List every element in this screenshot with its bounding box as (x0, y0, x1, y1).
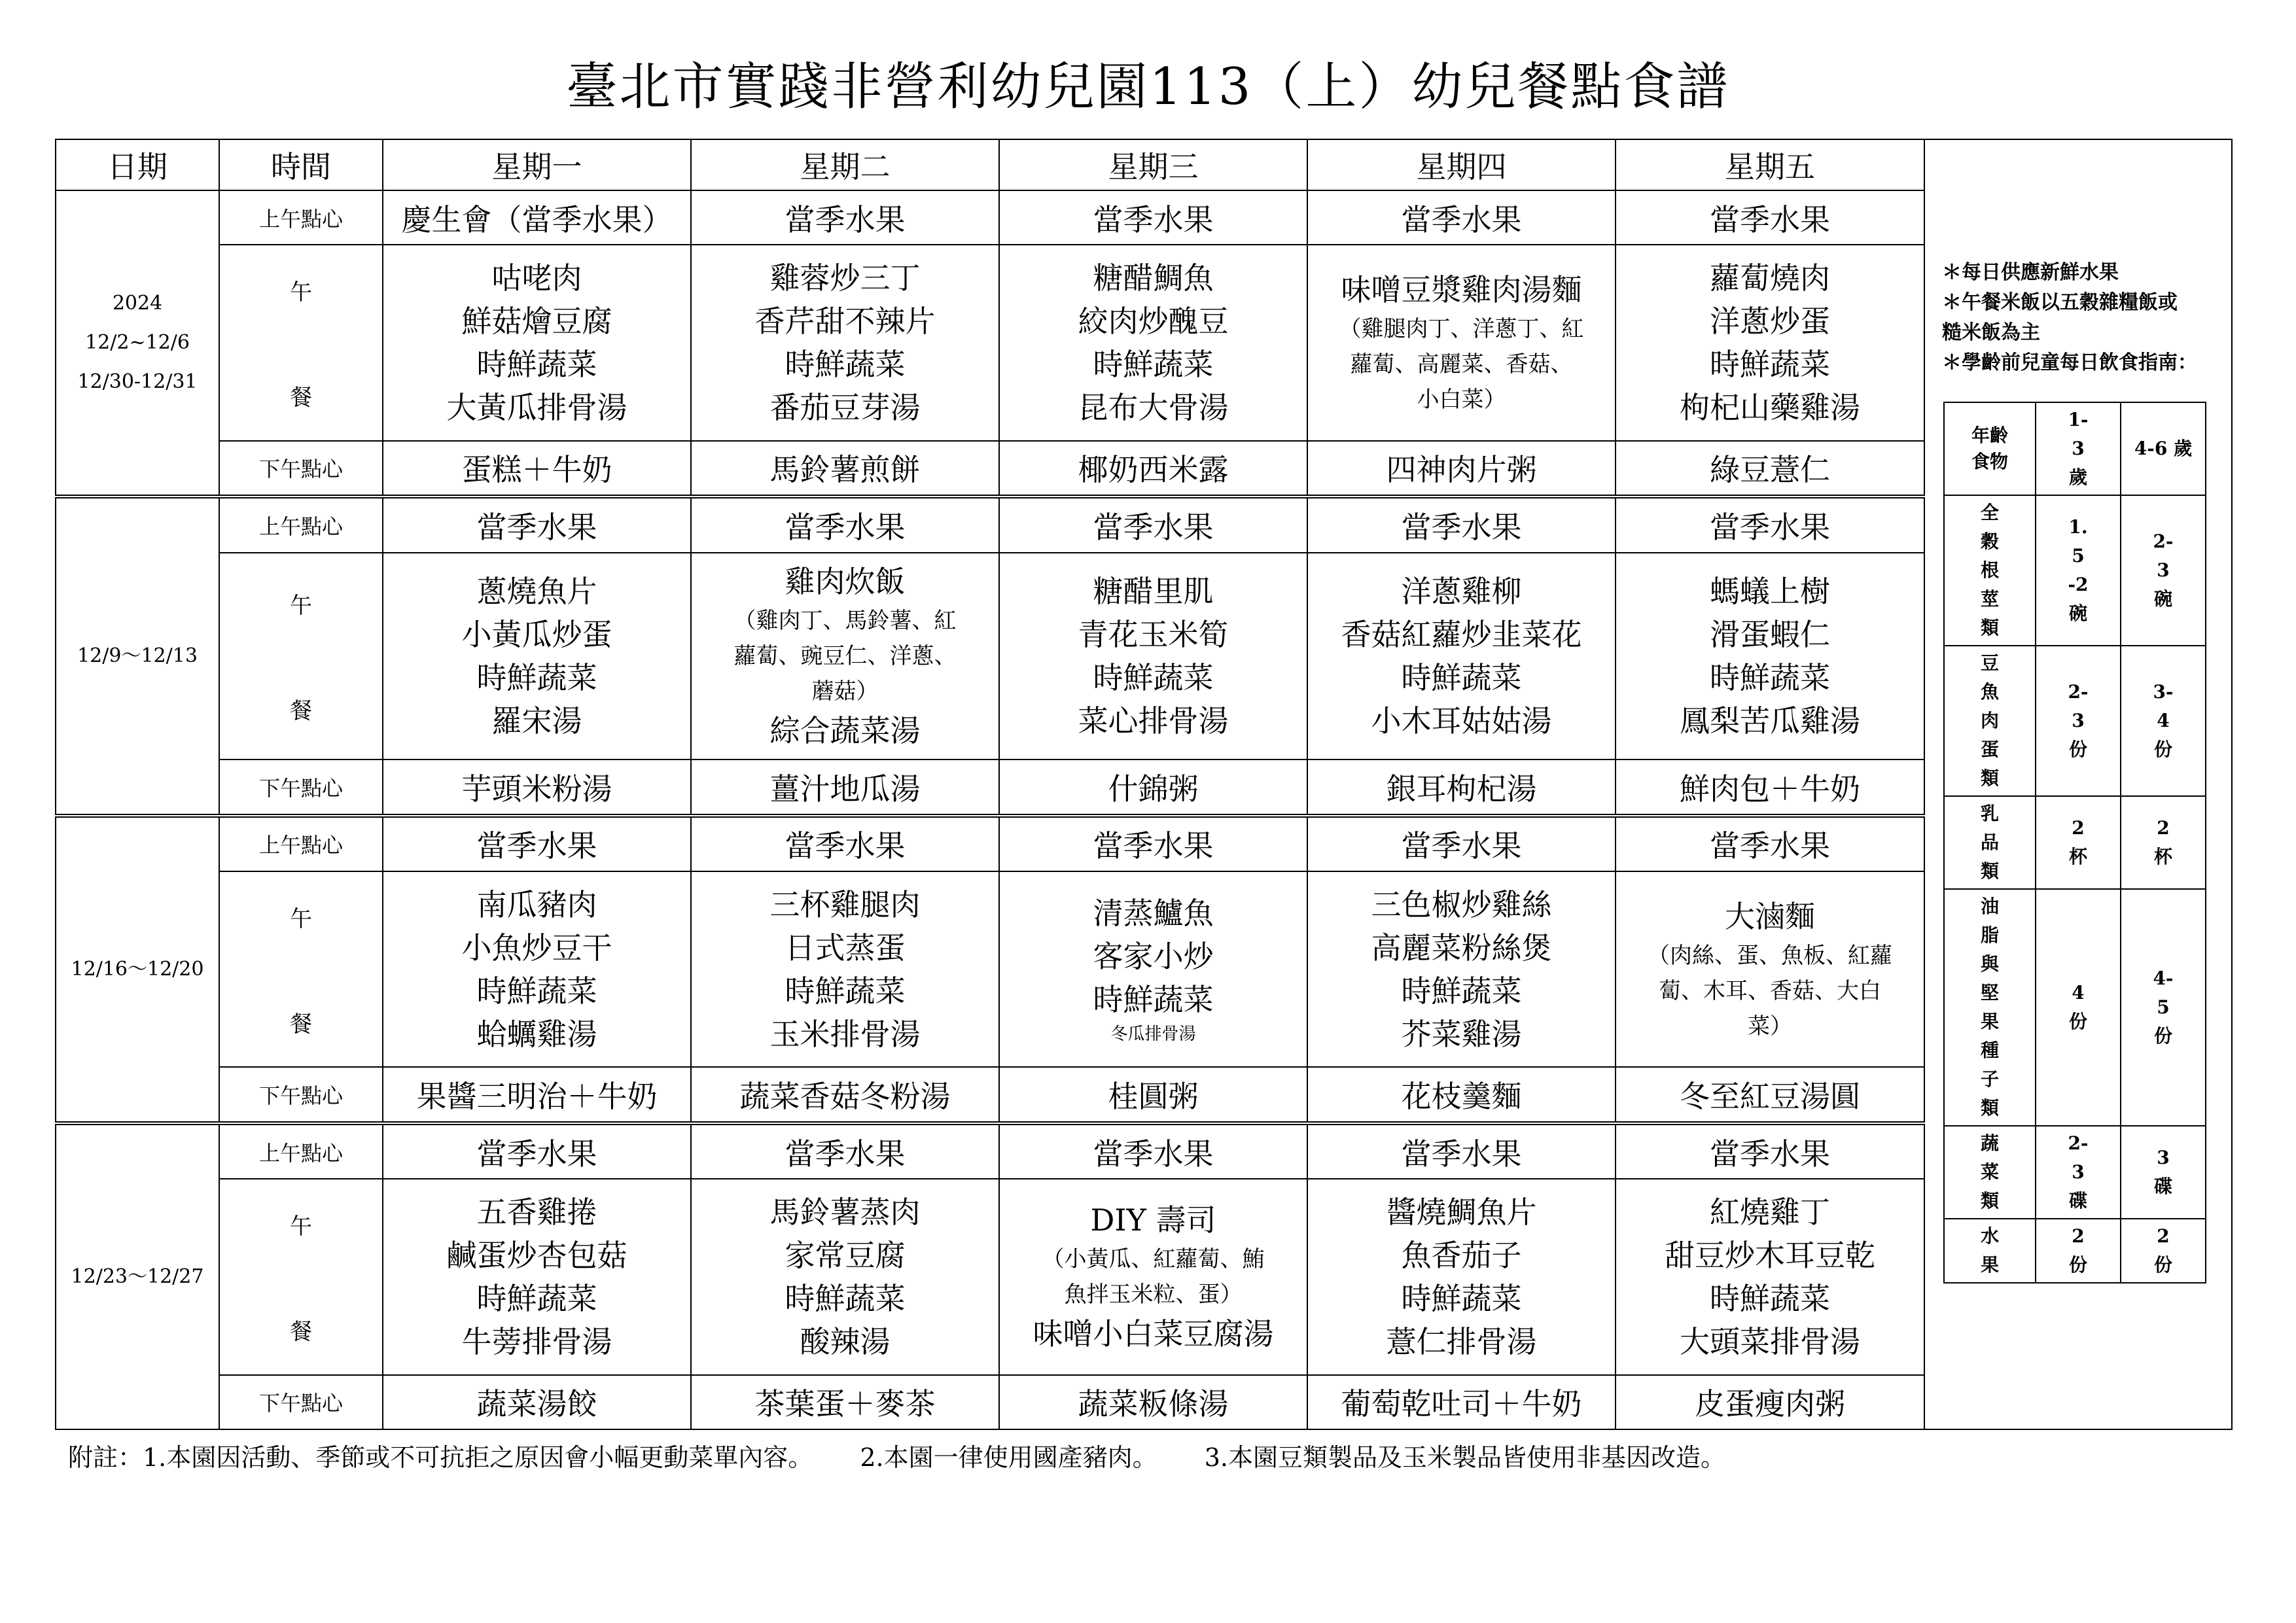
am-snack-friday: 當季水果 (1616, 816, 1924, 872)
lunch-ingredients: （雞腿肉丁、洋蔥丁、紅 (1339, 315, 1584, 342)
lunch-tuesday (691, 871, 999, 1067)
am-snack-monday: 慶生會（當季水果） (383, 190, 691, 245)
lunch-dish: 香芹甜不辣片 (754, 303, 936, 339)
lunch-thursday (1307, 245, 1616, 440)
guide-row (1944, 796, 2206, 889)
guide-category (1944, 646, 2036, 796)
pm-snack-thursday: 四神肉片粥 (1307, 441, 1616, 497)
guide-category-text: 全穀根莖類 (1980, 502, 1999, 638)
am-snack-monday: 當季水果 (383, 497, 691, 553)
pm-snack-thursday: 葡萄乾吐司＋牛奶 (1307, 1375, 1616, 1429)
lunch-dish: 時鮮蔬菜 (476, 1280, 597, 1316)
header-wednesday: 星期三 (999, 139, 1307, 190)
lunch-dish: 小魚炒豆干 (461, 930, 612, 966)
lunch-dish: 綜合蔬菜湯 (769, 712, 921, 748)
guide-row (1944, 646, 2206, 796)
date-line: 12/9～12/13 (77, 644, 198, 667)
side-note: 糙米飯為主 (1942, 321, 2040, 344)
lunch-dish: 小黃瓜炒蛋 (461, 616, 612, 652)
am-snack-friday: 當季水果 (1616, 1123, 1924, 1179)
pm-snack-tuesday: 茶葉蛋＋麥茶 (691, 1375, 999, 1429)
lunch-dish: 鹹蛋炒杏包菇 (446, 1237, 627, 1273)
lunch-dish: 牛蒡排骨湯 (461, 1323, 612, 1359)
lunch-dish: 大頭菜排骨湯 (1680, 1323, 1860, 1359)
lunch-dish: 鳳梨苦瓜雞湯 (1680, 703, 1860, 739)
lunch-wednesday (999, 1179, 1307, 1374)
am-snack-monday: 當季水果 (383, 1123, 691, 1179)
guide-category-text: 蔬菜類 (1980, 1132, 1999, 1212)
am-snack-wednesday: 當季水果 (999, 816, 1307, 872)
lunch-tuesday (691, 1179, 999, 1374)
lunch-dish: 酸辣湯 (800, 1323, 891, 1359)
guide-row (1944, 889, 2206, 1126)
lunch-ingredients: （肉絲、蛋、魚板、紅蘿 (1648, 942, 1892, 969)
am-snack-friday: 當季水果 (1616, 190, 1924, 245)
lunch-ingredients: 菜） (1748, 1013, 1792, 1039)
week-date-range (56, 816, 219, 1123)
lunch-dish: 羅宋湯 (491, 703, 582, 739)
side-note: ＊學齡前兒童每日飲食指南： (1942, 351, 2197, 374)
side-note: ＊每日供應新鮮水果 (1942, 261, 2119, 284)
lunch-label-char: 餐 (290, 697, 312, 724)
lunch-dish: 味噌小白菜豆腐湯 (1033, 1316, 1274, 1352)
lunch-dish: 小木耳姑姑湯 (1371, 703, 1552, 739)
guide-amount-1-3 (2036, 1126, 2121, 1219)
am-snack-thursday: 當季水果 (1307, 816, 1616, 872)
lunch-dish: 魚香茄子 (1401, 1237, 1522, 1273)
lunch-label (219, 1179, 383, 1374)
guide-amount-4-6 (2121, 495, 2206, 646)
lunch-dish: 時鮮蔬菜 (785, 346, 906, 382)
guide-amount-4-6 (2121, 796, 2206, 889)
lunch-dish: 滑蛋蝦仁 (1710, 616, 1830, 652)
lunch-dish: 時鮮蔬菜 (1401, 1280, 1522, 1316)
pm-snack-monday: 芋頭米粉湯 (383, 759, 691, 816)
lunch-dish: 玉米排骨湯 (769, 1016, 921, 1052)
lunch-wednesday (999, 871, 1307, 1067)
guide-age-1-3: 1-3 歲 (2036, 402, 2121, 495)
header-time: 時間 (219, 139, 383, 190)
lunch-ingredients: （小黃瓜、紅蘿蔔、鮪 (1042, 1246, 1265, 1272)
guide-corner-age: 年齡 (1971, 425, 2008, 446)
lunch-dish: 芥菜雞湯 (1401, 1016, 1522, 1052)
lunch-friday (1616, 871, 1924, 1067)
pm-snack-row (56, 1375, 1924, 1429)
lunch-dish: 糖醋鯛魚 (1093, 260, 1214, 296)
header-tuesday: 星期二 (691, 139, 999, 190)
guide-category (1944, 1219, 2036, 1283)
lunch-thursday (1307, 871, 1616, 1067)
guide-category (1944, 495, 2036, 646)
lunch-label-char: 餐 (290, 1318, 312, 1345)
header-row (56, 139, 1924, 190)
lunch-dish: 五香雞捲 (476, 1194, 597, 1230)
lunch-dish: 螞蟻上樹 (1710, 573, 1830, 609)
am-snack-label: 上午點心 (219, 497, 383, 553)
guide-amount-1-3-text: 2 杯 (2068, 817, 2087, 867)
lunch-monday (383, 553, 691, 759)
lunch-dish: 味噌豆漿雞肉湯麵 (1341, 271, 1582, 307)
lunch-dish: 時鮮蔬菜 (1093, 346, 1214, 382)
pm-snack-tuesday: 薑汁地瓜湯 (691, 759, 999, 816)
lunch-dish: 青花玉米筍 (1078, 616, 1229, 652)
lunch-wednesday (999, 553, 1307, 759)
lunch-dish: 甜豆炒木耳豆乾 (1665, 1237, 1875, 1273)
lunch-dish: 時鮮蔬菜 (476, 346, 597, 382)
pm-snack-wednesday: 蔬菜粄條湯 (999, 1375, 1307, 1429)
pm-snack-monday: 蛋糕＋牛奶 (383, 441, 691, 497)
lunch-dish: 時鮮蔬菜 (1710, 659, 1830, 695)
guide-category-text: 乳品類 (1980, 803, 1999, 882)
footnote-3: 3.本園豆類製品及玉米製品皆使用非基因改造。 (1204, 1443, 1725, 1472)
am-snack-tuesday: 當季水果 (691, 190, 999, 245)
am-snack-friday: 當季水果 (1616, 497, 1924, 553)
am-snack-wednesday: 當季水果 (999, 190, 1307, 245)
footnote-2: 2.本園一律使用國產豬肉。 (860, 1443, 1157, 1472)
am-snack-row (56, 816, 1924, 872)
page-title: 臺北市實踐非營利幼兒園113（上）幼兒餐點食譜 (566, 58, 1730, 116)
lunch-monday (383, 1179, 691, 1374)
lunch-dish: 大黃瓜排骨湯 (446, 389, 627, 425)
lunch-dish: 香菇紅蘿炒韭菜花 (1341, 616, 1582, 652)
guide-amount-1-3-text: 1.5 -2 碗 (2068, 516, 2089, 624)
lunch-dish: 馬鈴薯蒸肉 (769, 1194, 921, 1230)
pm-snack-tuesday: 馬鈴薯煎餅 (691, 441, 999, 497)
pm-snack-label: 下午點心 (219, 1375, 383, 1429)
lunch-friday (1616, 245, 1924, 440)
am-snack-label: 上午點心 (219, 816, 383, 872)
header-date: 日期 (56, 139, 219, 190)
guide-amount-1-3 (2036, 889, 2121, 1126)
header-monday: 星期一 (383, 139, 691, 190)
lunch-dish: 客家小炒 (1093, 938, 1214, 974)
guide-amount-4-6-text: 2 份 (2153, 1225, 2172, 1276)
lunch-monday (383, 871, 691, 1067)
lunch-label-char: 午 (290, 1213, 312, 1240)
pm-snack-row (56, 441, 1924, 497)
guide-category-text: 豆魚肉蛋類 (1980, 652, 1999, 789)
lunch-label-char: 餐 (290, 1011, 312, 1038)
lunch-label-char: 午 (290, 905, 312, 932)
pm-snack-row (56, 759, 1924, 816)
am-snack-row (56, 497, 1924, 553)
date-line: 2024 (112, 292, 163, 315)
guide-corner (1944, 402, 2036, 495)
guide-amount-1-3-text: 4 份 (2068, 982, 2087, 1032)
am-snack-label: 上午點心 (219, 190, 383, 245)
lunch-dish: 時鮮蔬菜 (1710, 1280, 1830, 1316)
guide-amount-1-3 (2036, 646, 2121, 796)
lunch-dish: 蘿蔔燒肉 (1710, 260, 1830, 296)
lunch-label-char: 午 (290, 279, 312, 305)
pm-snack-friday: 皮蛋瘦肉粥 (1616, 1375, 1924, 1429)
lunch-dish: 時鮮蔬菜 (1401, 973, 1522, 1009)
dietary-guide-table (1943, 402, 2206, 1283)
lunch-friday (1616, 1179, 1924, 1374)
am-snack-label: 上午點心 (219, 1123, 383, 1179)
guide-amount-1-3 (2036, 1219, 2121, 1283)
lunch-label (219, 553, 383, 759)
guide-amount-4-6 (2121, 1219, 2206, 1283)
am-snack-tuesday: 當季水果 (691, 1123, 999, 1179)
date-line: 12/16～12/20 (71, 957, 204, 981)
am-snack-thursday: 當季水果 (1307, 1123, 1616, 1179)
lunch-dish: 昆布大骨湯 (1078, 389, 1229, 425)
lunch-dish: 番茄豆芽湯 (769, 389, 921, 425)
am-snack-tuesday: 當季水果 (691, 497, 999, 553)
am-snack-thursday: 當季水果 (1307, 190, 1616, 245)
lunch-dish: 時鮮蔬菜 (1710, 346, 1830, 382)
am-snack-thursday: 當季水果 (1307, 497, 1616, 553)
lunch-row (56, 1179, 1924, 1374)
lunch-label (219, 871, 383, 1067)
nutrition-guide-panel (1924, 139, 2233, 1430)
lunch-thursday (1307, 1179, 1616, 1374)
lunch-dish: 枸杞山藥雞湯 (1680, 389, 1860, 425)
lunch-row (56, 871, 1924, 1067)
lunch-dish: 時鮮蔬菜 (1401, 659, 1522, 695)
header-friday: 星期五 (1616, 139, 1924, 190)
guide-header-row (1944, 402, 2206, 495)
lunch-dish: 紅燒雞丁 (1710, 1194, 1830, 1230)
guide-category-text: 油脂與堅果種子類 (1980, 896, 1999, 1119)
guide-amount-4-6-text: 3-4 份 (2153, 681, 2174, 760)
lunch-dish: 大滷麵 (1725, 898, 1815, 934)
guide-amount-1-3 (2036, 796, 2121, 889)
lunch-dish: DIY 壽司 (1090, 1202, 1216, 1238)
pm-snack-friday: 鮮肉包＋牛奶 (1616, 759, 1924, 816)
guide-amount-4-6 (2121, 646, 2206, 796)
guide-age-4-6: 4-6 歲 (2121, 402, 2206, 495)
lunch-dish: 蛤蠣雞湯 (476, 1016, 597, 1052)
lunch-dish: 三杯雞腿肉 (769, 886, 921, 922)
lunch-dish: 菜心排骨湯 (1078, 703, 1229, 739)
lunch-thursday (1307, 553, 1616, 759)
lunch-row (56, 245, 1924, 440)
date-line: 12/30-12/31 (77, 370, 198, 394)
date-line: 12/23～12/27 (71, 1265, 204, 1288)
lunch-dish: 薏仁排骨湯 (1386, 1323, 1537, 1359)
lunch-ingredients: 蘑菇） (811, 678, 879, 705)
lunch-dish: 南瓜豬肉 (476, 886, 597, 922)
guide-amount-4-6-text: 2 杯 (2153, 817, 2172, 867)
am-snack-wednesday: 當季水果 (999, 1123, 1307, 1179)
pm-snack-monday: 果醬三明治＋牛奶 (383, 1067, 691, 1123)
menu-table (55, 139, 1925, 1430)
lunch-ingredients: 蘿蔔、高麗菜、香菇、 (1350, 351, 1573, 377)
guide-category (1944, 889, 2036, 1126)
lunch-dish: 鮮菇燴豆腐 (461, 303, 612, 339)
am-snack-wednesday: 當季水果 (999, 497, 1307, 553)
lunch-dish: 雞蓉炒三丁 (769, 260, 921, 296)
lunch-ingredients: 蘿蔔、豌豆仁、洋蔥、 (733, 642, 957, 669)
guide-amount-1-3 (2036, 495, 2121, 646)
week-date-range (56, 1123, 219, 1429)
pm-snack-wednesday: 桂圓粥 (999, 1067, 1307, 1123)
am-snack-monday: 當季水果 (383, 816, 691, 872)
guide-row (1944, 1219, 2206, 1283)
guide-category (1944, 796, 2036, 889)
lunch-label-char: 餐 (290, 384, 312, 411)
lunch-ingredients: 蔔、木耳、香菇、大白 (1659, 977, 1881, 1004)
guide-row (1944, 495, 2206, 646)
lunch-tuesday (691, 245, 999, 440)
pm-snack-wednesday: 什錦粥 (999, 759, 1307, 816)
pm-snack-tuesday: 蔬菜香菇冬粉湯 (691, 1067, 999, 1123)
am-snack-row (56, 190, 1924, 245)
lunch-dish: 時鮮蔬菜 (785, 973, 906, 1009)
footnote-1: 附註：1.本園因活動、季節或不可抗拒之原因會小幅更動菜單內容。 (68, 1443, 813, 1472)
lunch-label-char: 午 (290, 592, 312, 619)
pm-snack-row (56, 1067, 1924, 1123)
pm-snack-label: 下午點心 (219, 1067, 383, 1123)
lunch-dish: 洋蔥炒蛋 (1710, 303, 1830, 339)
guide-amount-1-3-text: 2-3 碟 (2068, 1132, 2089, 1212)
pm-snack-thursday: 銀耳枸杞湯 (1307, 759, 1616, 816)
guide-amount-4-6-text: 2-3 碗 (2153, 531, 2174, 610)
lunch-dish: 時鮮蔬菜 (1093, 981, 1214, 1017)
lunch-dish: 時鮮蔬菜 (476, 973, 597, 1009)
lunch-dish: 時鮮蔬菜 (1093, 659, 1214, 695)
guide-amount-4-6 (2121, 1126, 2206, 1219)
lunch-dish: 時鮮蔬菜 (785, 1280, 906, 1316)
lunch-dish: 家常豆腐 (785, 1237, 906, 1273)
lunch-ingredients: （雞肉丁、馬鈴薯、紅 (733, 607, 957, 634)
lunch-dish: 時鮮蔬菜 (476, 659, 597, 695)
lunch-dish: 咕咾肉 (491, 260, 582, 296)
lunch-monday (383, 245, 691, 440)
guide-amount-4-6-text: 3 碟 (2153, 1147, 2172, 1197)
lunch-ingredients: 魚拌玉米粒、蛋） (1064, 1281, 1243, 1308)
header-thursday: 星期四 (1307, 139, 1616, 190)
lunch-label (219, 245, 383, 440)
guide-corner-food: 食物 (1971, 451, 2008, 472)
lunch-row (56, 553, 1924, 759)
pm-snack-label: 下午點心 (219, 441, 383, 497)
pm-snack-wednesday: 椰奶西米露 (999, 441, 1307, 497)
guide-category (1944, 1126, 2036, 1219)
pm-snack-friday: 綠豆薏仁 (1616, 441, 1924, 497)
week-date-range (56, 190, 219, 497)
lunch-wednesday (999, 245, 1307, 440)
lunch-dish: 醬燒鯛魚片 (1386, 1194, 1537, 1230)
lunch-tuesday (691, 553, 999, 759)
pm-snack-friday: 冬至紅豆湯圓 (1616, 1067, 1924, 1123)
guide-amount-4-6-text: 4-5 份 (2153, 968, 2174, 1047)
am-snack-row (56, 1123, 1924, 1179)
date-line: 12/2~12/6 (85, 331, 190, 355)
lunch-dish: 絞肉炒醜豆 (1078, 303, 1229, 339)
guide-amount-4-6 (2121, 889, 2206, 1126)
guide-category-text: 水果 (1980, 1225, 1999, 1276)
lunch-dish: 洋蔥雞柳 (1401, 573, 1522, 609)
week-date-range (56, 497, 219, 815)
guide-row (1944, 1126, 2206, 1219)
side-notes (1942, 258, 2197, 378)
guide-amount-1-3-text: 2 份 (2068, 1225, 2087, 1276)
lunch-dish: 雞肉炊飯 (785, 563, 906, 599)
lunch-dish: 高麗菜粉絲煲 (1371, 930, 1552, 966)
side-note: ＊午餐米飯以五穀雜糧飯或 (1942, 291, 2178, 314)
lunch-dish: 冬瓜排骨湯 (1110, 1024, 1196, 1044)
lunch-dish: 三色椒炒雞絲 (1371, 886, 1552, 922)
pm-snack-monday: 蔬菜湯餃 (383, 1375, 691, 1429)
footnote (68, 1438, 1765, 1477)
pm-snack-label: 下午點心 (219, 759, 383, 816)
lunch-dish: 糖醋里肌 (1093, 573, 1214, 609)
lunch-dish: 日式蒸蛋 (785, 930, 906, 966)
pm-snack-thursday: 花枝羹麵 (1307, 1067, 1616, 1123)
lunch-ingredients: 小白菜） (1417, 386, 1506, 413)
guide-amount-1-3-text: 2-3 份 (2068, 681, 2089, 760)
lunch-dish: 蔥燒魚片 (476, 573, 597, 609)
am-snack-tuesday: 當季水果 (691, 816, 999, 872)
lunch-dish: 清蒸鱸魚 (1093, 895, 1214, 931)
lunch-friday (1616, 553, 1924, 759)
